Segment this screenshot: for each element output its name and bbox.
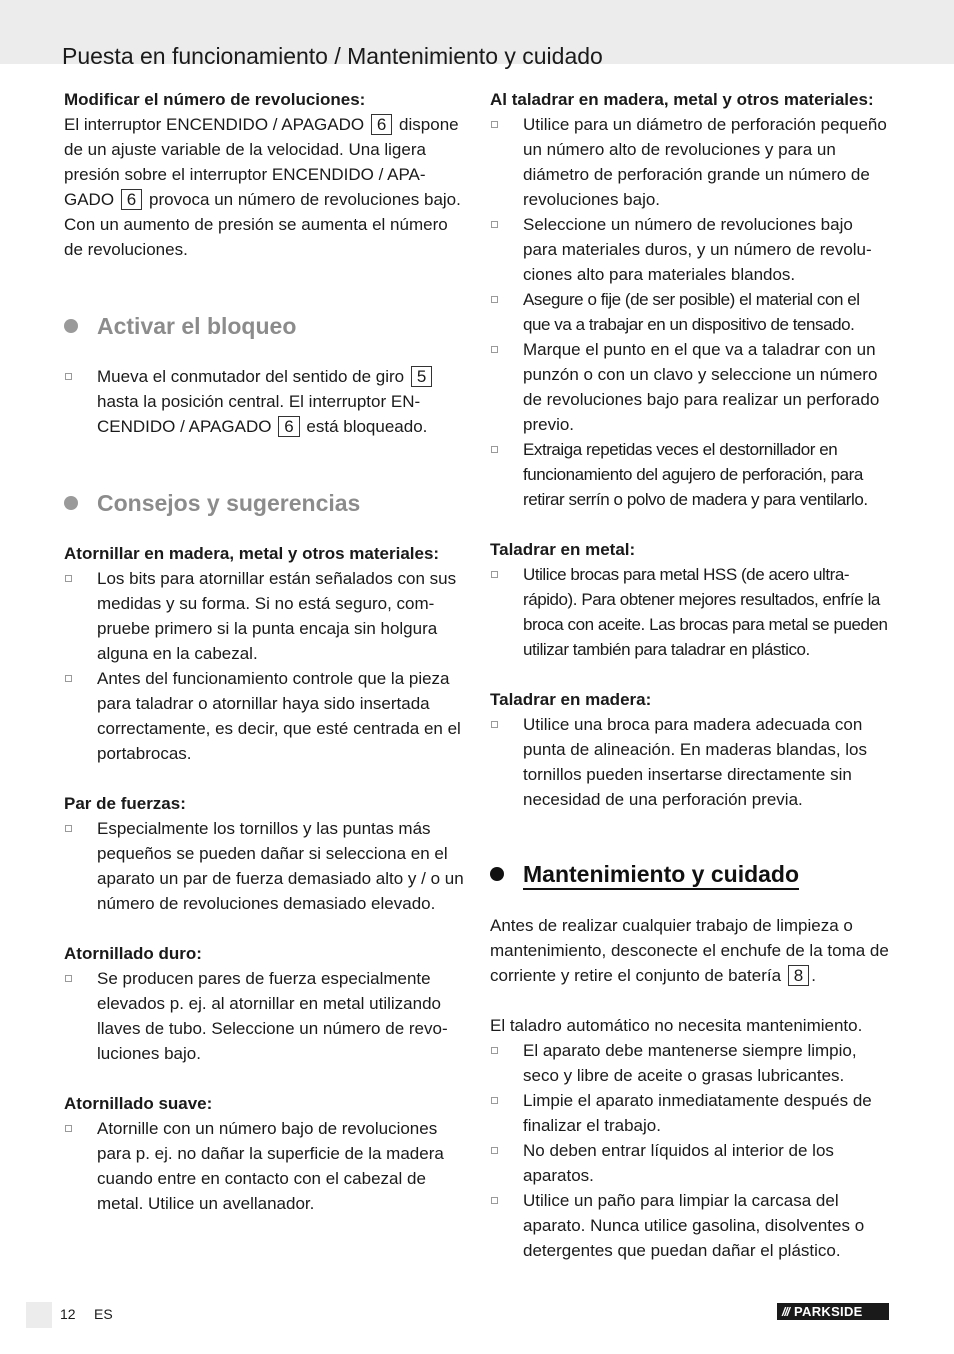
ref-box: 8 xyxy=(788,965,809,986)
checkbox-square-icon xyxy=(65,975,72,982)
list-item: El aparato debe mantenerse siempre limpio, seco y libre de aceite o grasas lubricantes. xyxy=(490,1038,890,1088)
soft-heading: Atornillado suave: xyxy=(64,1094,213,1113)
bullet-dot-icon xyxy=(490,867,504,881)
checkbox-square-icon xyxy=(491,1097,498,1104)
list-item: Limpie el aparato inmediatamente después de finalizar el trabajo. xyxy=(490,1088,890,1138)
screwing-heading: Atornillar en madera, metal y otros materiales: xyxy=(64,544,440,563)
checkbox-square-icon xyxy=(491,346,498,353)
list-item: Utilice brocas para metal HSS (de acero ultra-rápido). Para obtener mejores resultados, enfríe la broca con aceite. Las brocas para metal se pueden utilizar también para taladrar en plástico. xyxy=(490,562,890,662)
torque-list xyxy=(64,816,464,916)
drilling-list xyxy=(490,112,890,512)
checkbox-square-icon xyxy=(65,675,72,682)
drilling-heading: Al taladrar en madera, metal y otros materiales: xyxy=(490,90,874,109)
section-title-tips: Consejos y sugerencias xyxy=(64,489,464,517)
section-title-lock: Activar el bloqueo xyxy=(64,312,464,340)
checkbox-square-icon xyxy=(65,575,72,582)
checkbox-square-icon xyxy=(491,721,498,728)
list-item: Mueva el conmutador del sentido de giro 5 hasta la posición central. El interruptor EN-CENDIDO / APAGADO 6 está bloqueado. xyxy=(64,364,464,439)
ref-box: 5 xyxy=(411,366,432,387)
brand-logo xyxy=(777,1303,889,1320)
list-item: Asegure o fije (de ser posible) el material con el que va a trabajar en un dispositivo de tensado. xyxy=(490,287,890,337)
maintenance-list xyxy=(490,1038,890,1263)
list-item: Especialmente los tornillos y las puntas más pequeños se pueden dañar si selecciona en el aparato un par de fuerza demasiado alto y / o un número de revoluciones demasiado elevado. xyxy=(64,816,464,916)
metal-heading: Taladrar en metal: xyxy=(490,540,636,559)
list-item: Atornille con un número bajo de revoluciones para p. ej. no dañar la superficie de la madera cuando entre en contacto con el cabezal de metal. Utilice un avellanador. xyxy=(64,1116,464,1216)
speed-paragraph: El interruptor ENCENDIDO / APAGADO 6 dispone de un ajuste variable de la velocidad. Una ligera presión sobre el interruptor ENCENDIDO / APA-GADO 6 provoca un número de revoluciones bajo. Con un aumento de presión se aumenta el número de revoluciones. xyxy=(64,115,461,259)
list-item: Antes del funcionamiento controle que la pieza para taladrar o atornillar haya sido insertada correctamente, es decir, que esté centrada en el portabrocas. xyxy=(64,666,464,766)
ref-box: 6 xyxy=(278,416,299,437)
maintenance-intro: Antes de realizar cualquier trabajo de limpieza o mantenimiento, desconecte el enchufe de la toma de corriente y retire el conjunto de batería 8 . xyxy=(490,916,889,985)
brand-stripes-icon: /// xyxy=(782,1304,790,1319)
checkbox-square-icon xyxy=(65,373,72,380)
checkbox-square-icon xyxy=(491,446,498,453)
list-item: Los bits para atornillar están señalados con sus medidas y su forma. Si no está seguro, com-pruebe primero si la punta encaja sin holgura alguna en la cabezal. xyxy=(64,566,464,666)
lock-list xyxy=(64,364,464,439)
page-language: ES xyxy=(94,1306,113,1322)
hard-list xyxy=(64,966,464,1066)
checkbox-square-icon xyxy=(491,121,498,128)
right-column xyxy=(490,87,890,1263)
page-title: Puesta en funcionamiento / Mantenimiento y cuidado xyxy=(62,43,603,70)
checkbox-square-icon xyxy=(491,1147,498,1154)
soft-list xyxy=(64,1116,464,1216)
checkbox-square-icon xyxy=(491,221,498,228)
checkbox-square-icon xyxy=(65,1125,72,1132)
torque-heading: Par de fuerzas: xyxy=(64,794,186,813)
page-number: 12 xyxy=(60,1306,76,1322)
ref-box: 6 xyxy=(371,114,392,135)
bullet-dot-icon xyxy=(64,319,78,333)
list-item: Marque el punto en el que va a taladrar con un punzón o con un clavo y seleccione un número de revoluciones bajo para realizar un perforado previo. xyxy=(490,337,890,437)
checkbox-square-icon xyxy=(491,1197,498,1204)
screwing-list xyxy=(64,566,464,766)
list-item: Utilice para un diámetro de perforación pequeño un número alto de revoluciones y para un diámetro de perforación grande un número de revoluciones bajo. xyxy=(490,112,890,212)
list-item: Extraiga repetidas veces el destornillador en funcionamiento del agujero de perforación, para retirar serrín o polvo de madera y para ventilarlo. xyxy=(490,437,890,512)
checkbox-square-icon xyxy=(491,571,498,578)
maintenance-note: El taladro automático no necesita mantenimiento. xyxy=(490,1016,863,1035)
ref-box: 6 xyxy=(121,189,142,210)
checkbox-square-icon xyxy=(65,825,72,832)
list-item: Se producen pares de fuerza especialmente elevados p. ej. al atornillar en metal utilizando llaves de tubo. Seleccione un número de revo-luciones bajo. xyxy=(64,966,464,1066)
wood-heading: Taladrar en madera: xyxy=(490,690,652,709)
list-item: Utilice un paño para limpiar la carcasa del aparato. Nunca utilice gasolina, disolventes o detergentes que puedan dañar el plástico. xyxy=(490,1188,890,1263)
metal-list xyxy=(490,562,890,662)
bullet-dot-icon xyxy=(64,496,78,510)
checkbox-square-icon xyxy=(491,296,498,303)
list-item: Seleccione un número de revoluciones bajo para materiales duros, y un número de revolu-ciones alto para materiales blandos. xyxy=(490,212,890,287)
speed-heading: Modificar el número de revoluciones: xyxy=(64,90,366,109)
hard-heading: Atornillado duro: xyxy=(64,944,202,963)
wood-list xyxy=(490,712,890,812)
section-title-maintenance: Mantenimiento y cuidado xyxy=(490,860,890,888)
brand-name: PARKSIDE xyxy=(794,1304,863,1319)
checkbox-square-icon xyxy=(491,1047,498,1054)
list-item: No deben entrar líquidos al interior de los aparatos. xyxy=(490,1138,890,1188)
left-column xyxy=(64,87,464,1216)
list-item: Utilice una broca para madera adecuada con punta de alineación. En maderas blandas, los tornillos pueden insertarse directamente sin necesidad de una perforación previa. xyxy=(490,712,890,812)
footer-box xyxy=(26,1302,52,1328)
